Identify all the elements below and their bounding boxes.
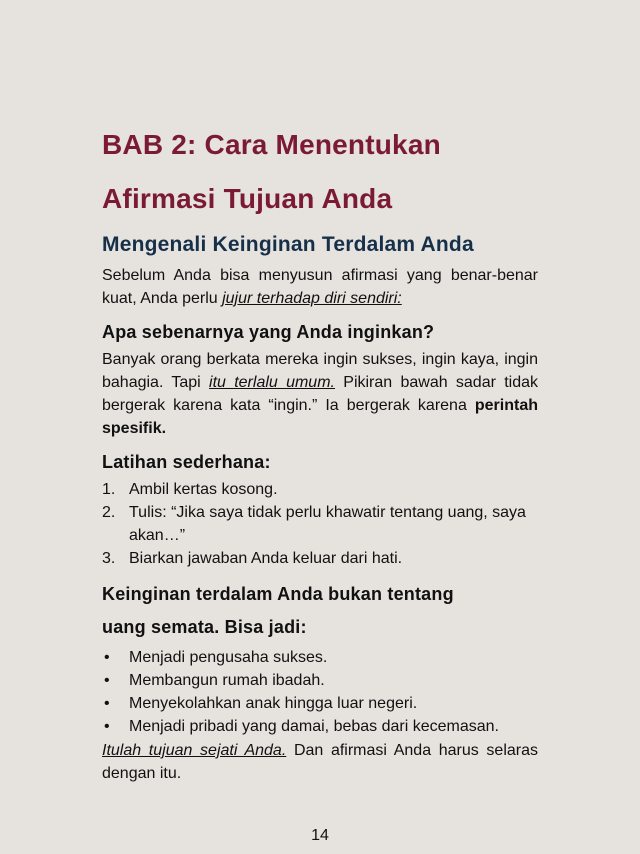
desires-heading-line-2: uang semata. Bisa jadi: xyxy=(102,617,307,637)
desires-heading xyxy=(102,578,538,644)
chapter-title xyxy=(102,118,538,226)
desire-text: Menjadi pribadi yang damai, bebas dari kecemasan. xyxy=(129,718,499,735)
exercise-steps-list xyxy=(102,478,538,570)
step-text: Biarkan jawaban Anda keluar dari hati. xyxy=(129,550,403,567)
step-text: Ambil kertas kosong. xyxy=(129,481,278,498)
question-paragraph xyxy=(102,348,538,440)
page-content xyxy=(102,118,538,785)
bullet-dot: • xyxy=(104,695,110,712)
exercise-heading: Latihan sederhana: xyxy=(102,452,271,472)
step-number: 3. xyxy=(102,550,116,567)
chapter-title-line-1: BAB 2: Cara Menentukan xyxy=(102,129,441,160)
desire-text: Membangun rumah ibadah. xyxy=(129,672,325,689)
bullet-dot: • xyxy=(104,649,110,666)
list-item xyxy=(102,646,538,669)
step-number: 2. xyxy=(102,504,116,521)
intro-emphasis: jujur terhadap diri sendiri: xyxy=(222,290,402,307)
section-title: Mengenali Keinginan Terdalam Anda xyxy=(102,233,474,256)
list-item xyxy=(102,669,538,692)
conclusion-emphasis: Itulah tujuan sejati Anda. xyxy=(102,742,287,759)
desires-heading-line-1: Keinginan terdalam Anda bukan tentang xyxy=(102,584,454,604)
desire-text: Menyekolahkan anak hingga luar negeri. xyxy=(129,695,418,712)
question-text-start: Banyak orang berkata mereka ingin sukses, ingin kaya, ingin bahagia. Tapi xyxy=(102,351,538,391)
question-text-middle: Pikiran bawah sadar tidak bergerak karena kata “ingin.” Ia bergerak karena xyxy=(102,374,539,414)
list-item xyxy=(102,478,538,501)
conclusion-paragraph xyxy=(102,739,538,785)
list-item xyxy=(102,715,538,738)
page-number: 14 xyxy=(311,827,329,844)
step-text: Tulis: “Jika saya tidak perlu khawatir tentang uang, saya akan…” xyxy=(129,504,526,544)
intro-paragraph xyxy=(102,264,538,310)
list-item xyxy=(102,547,538,570)
bullet-dot: • xyxy=(104,718,110,735)
desires-list xyxy=(102,646,538,738)
question-emphasis: itu terlalu umum. xyxy=(209,374,335,391)
chapter-title-line-2: Afirmasi Tujuan Anda xyxy=(102,183,393,214)
question-bold-text: perintah spesifik. xyxy=(102,397,538,437)
bullet-dot: • xyxy=(104,672,110,689)
desire-text: Menjadi pengusaha sukses. xyxy=(129,649,328,666)
list-item xyxy=(102,501,538,547)
step-number: 1. xyxy=(102,481,116,498)
question-heading: Apa sebenarnya yang Anda inginkan? xyxy=(102,322,435,342)
conclusion-text: Dan afirmasi Anda harus selaras dengan itu. xyxy=(102,742,539,782)
list-item xyxy=(102,692,538,715)
intro-text: Sebelum Anda bisa menyusun afirmasi yang benar-benar kuat, Anda perlu xyxy=(102,267,538,307)
